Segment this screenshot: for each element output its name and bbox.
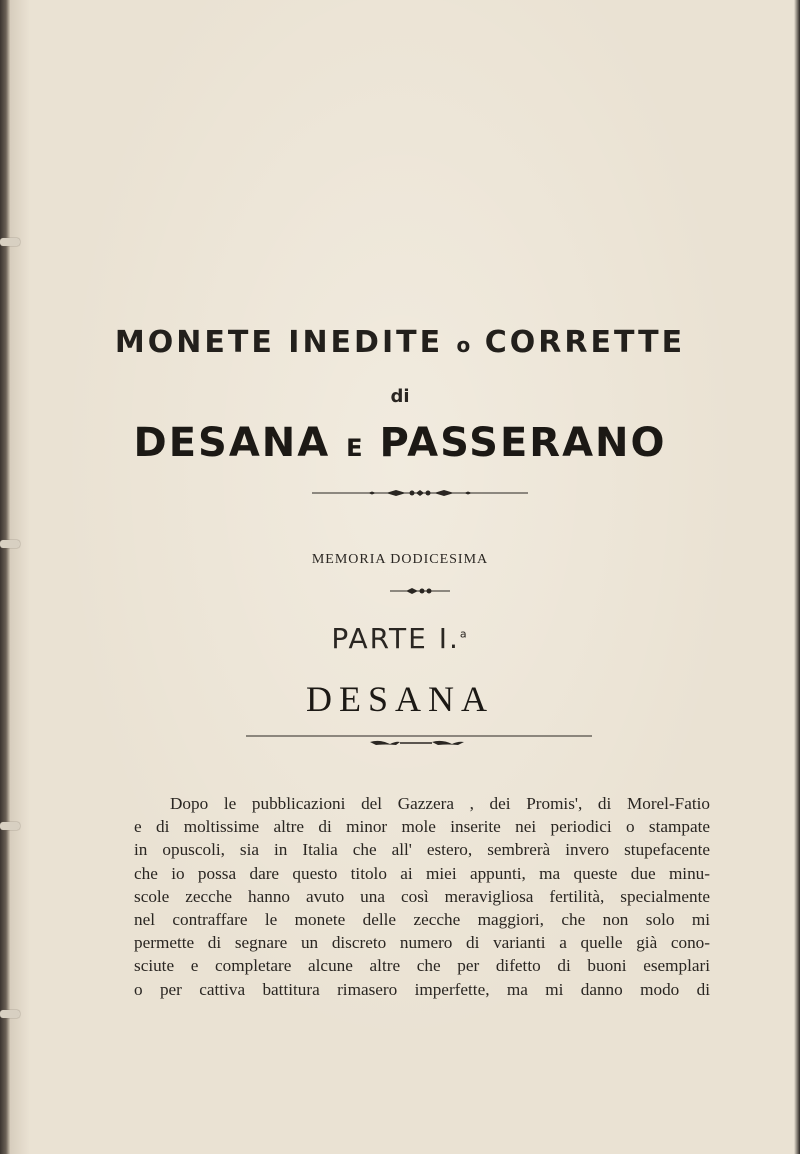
body-line: in opuscoli, sia in Italia che all' estero, sembrerà invero stupefacente: [134, 840, 710, 860]
title-connector-di: di: [390, 386, 410, 407]
binding-stitch: [0, 1010, 20, 1018]
title-part-desana: DESANA: [133, 420, 331, 466]
binding-edge: [0, 0, 10, 1154]
title-line-1: [0, 325, 800, 360]
body-line: Dopo le pubblicazioni del Gazzera , dei Promis', di Morel-Fatio: [170, 794, 710, 813]
body-line: permette di segnare un discreto numero di varianti a quelle già cono-: [134, 933, 710, 953]
binding-stitch: [0, 238, 20, 246]
body-line: e di moltissime altre di minor mole inserite nei periodici o stampate: [134, 817, 710, 837]
title-connector-e: E: [346, 434, 364, 462]
body-line: che io possa dare questo titolo ai miei appunti, ma queste due minu-: [134, 863, 710, 883]
page-edge-shadow: [794, 0, 800, 1154]
body-line: sciute e completare alcune altre che per difetto di buoni esemplari: [134, 956, 710, 976]
body-line: o per cattiva battitura rimasero imperfette, ma mi danno modo di: [134, 979, 710, 999]
title-part-monete-inedite: MONETE INEDITE: [114, 325, 444, 360]
body-paragraph: [134, 792, 710, 1001]
small-ornament-icon: [390, 585, 450, 597]
part-ordinal-mark: a: [459, 627, 469, 641]
part-heading: [0, 622, 800, 655]
body-line: nel contraffare le monete delle zecche maggiori, che non solo mi: [134, 910, 710, 930]
ornamental-rule-icon: [312, 485, 528, 501]
part-label: PARTE I.: [331, 622, 460, 655]
title-connector-o: o: [456, 333, 472, 357]
binding-stitch: [0, 822, 20, 830]
title-line-2: [0, 420, 800, 466]
title-part-corrette: CORRETTE: [484, 325, 686, 360]
subtitle: MEMORIA DODICESIMA: [311, 552, 489, 567]
body-line: scole zecche hanno avuto una così meravigliosa fertilità, specialmente: [134, 886, 710, 906]
section-rule-icon: [246, 733, 592, 749]
section-heading: DESANA: [305, 679, 494, 719]
binding-stitch: [0, 540, 20, 548]
title-part-passerano: PASSERANO: [379, 420, 667, 466]
